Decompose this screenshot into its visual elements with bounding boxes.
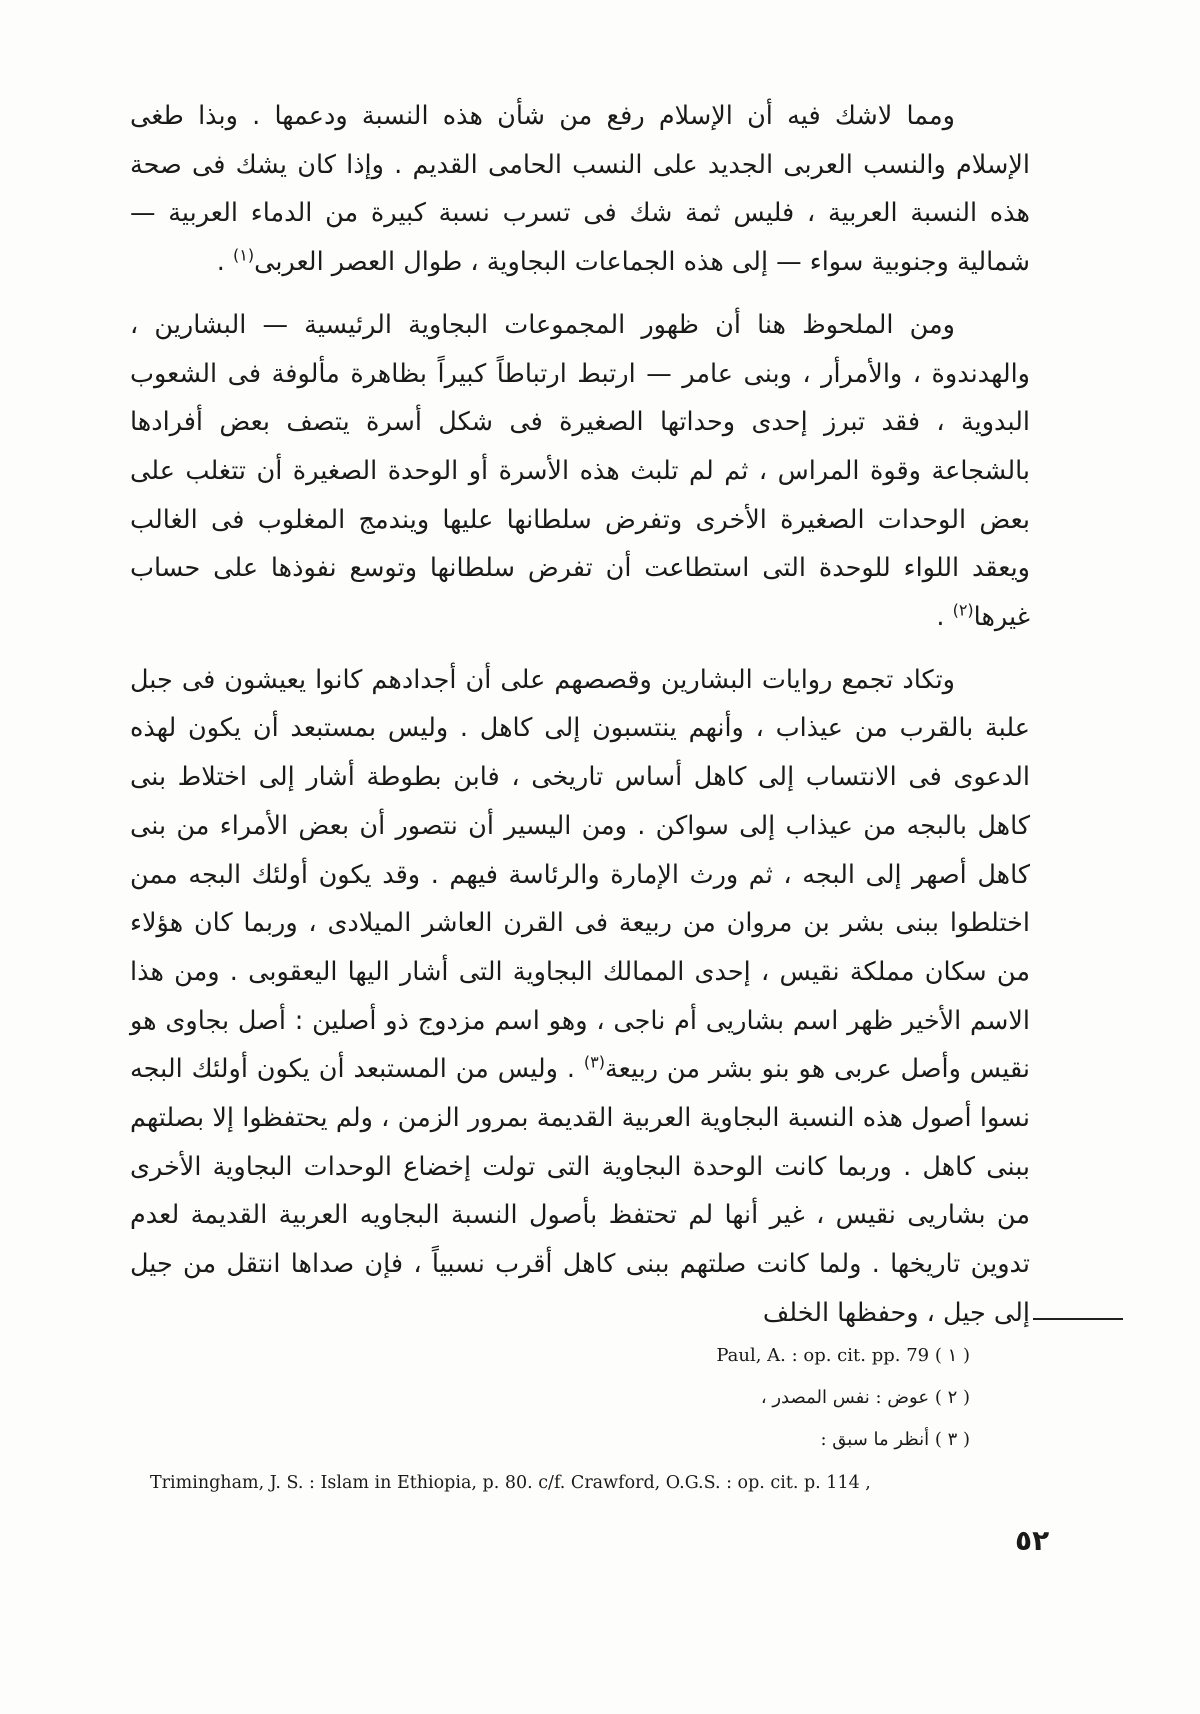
paragraph-text: وتكاد تجمع روايات البشارين وقصصهم على أن أجدادهم كانوا يعيشون فى جبل علبة بالقرب من عيذاب ، وأنهم ينتسبون إلى كاهل . وليس بمستبعد أن يكون لهذه الدعوى فى الانتساب إلى كاهل أساس تاريخى ، فابن بطوطة أشار إلى اختلاط بنى كاهل بالبجه من عيذاب إلى سواكن . ومن اليسير أن نتصور أن بعض الأمراء من بنى كاهل أصهر إلى البجه ، ثم ورث الإمارة والرئاسة فيهم . وقد يكون أولئك البجه ممن اختلطوا ببنى بشر بن مروان من ربيعة فى القرن العاشر الميلادى ، وربما كان هؤلاء من سكان مملكة نقيس ، إحدى الممالك البجاوية التى أشار اليها اليعقوبى . ومن هذا الاسم الأخير ظهر اسم بشاريى أم ناجى ، وهو اسم مزدوج ذو أصلين : أصل بجاوى هو نقيس وأصل عربى هو بنو بشر من ربيعة <box>130 664 1030 1085</box>
paragraph-tail: . وليس من المستبعد أن يكون أولئك البجه نسوا أصول هذه النسبة البجاوية العربية القديمة بمرور الزمن ، ولم يحتفظوا إلا بصلتهم ببنى كاهل . وربما كانت الوحدة البجاوية التى تولت إخضاع الوحدات البجاوية الأخرى من بشاريى نقيس ، غير أنها لم تحتفظ بأصول النسبة البجاويه العربية القديمة لعدم تدوين تاريخها . ولما كانت صلتهم ببنى كاهل أقرب نسبياً ، فإن صداها انتقل من جيل إلى جيل ، وحفظها الخلف <box>130 1054 1030 1328</box>
footnotes <box>150 1335 970 1493</box>
page-number: ٥٢ <box>1015 1524 1050 1557</box>
paragraph-tail: . <box>936 602 953 633</box>
paragraph-text: ومن الملحوظ هنا أن ظهور المجموعات البجاوية الرئيسية — البشارين ، والهدندوة ، والأمرأر ، وبنى عامر — ارتبط ارتباطاً كبيراً بظاهرة مألوفة فى الشعوب البدوية ، فقد تبرز إحدى وحداتها الصغيرة فى شكل أسرة يتصف بعض أفرادها بالشجاعة وقوة المراس ، ثم لم تلبث هذه الأسرة أو الوحدة الصغيرة أن تتغلب على بعض الوحدات الصغيرة الأخرى وتفرض سلطانها عليها ويندمج المغلوب فى الغالب ويعقد اللواء للوحدة التى استطاعت أن تفرض سلطانها وتوسع نفوذها على حساب غيرها <box>130 309 1030 633</box>
footnote-ref-1: (١) <box>232 245 255 265</box>
paragraph-3 <box>130 656 1030 1338</box>
footnote-1 <box>150 1335 970 1377</box>
footnote-3-continuation: Trimingham, J. S. : Islam in Ethiopia, p. 80. c/f. Crawford, O.G.S. : op. cit. p. 114 , <box>150 1473 871 1493</box>
footnote-text: أنظر ما سبق : <box>820 1429 930 1450</box>
paragraph-tail: . <box>216 247 233 278</box>
footnote-ref-2: (٢) <box>952 600 974 620</box>
footnote-number: ( ٣ ) <box>934 1429 970 1450</box>
footnote-text: عوض : نفس المصدر ، <box>760 1387 930 1408</box>
paragraph-2 <box>130 301 1030 642</box>
body-text <box>130 92 1030 1338</box>
paragraph-text: ومما لاشك فيه أن الإسلام رفع من شأن هذه النسبة ودعمها . وبذا طغى الإسلام والنسب العربى الجديد على النسب الحامى القديم . وإذا كان يشك فى صحة هذه النسبة العربية ، فليس ثمة شك فى تسرب نسبة كبيرة من الدماء العربية — شمالية وجنوبية سواء — إلى هذه الجماعات البجاوية ، طوال العصر العربى <box>130 101 1030 278</box>
footnote-3 <box>150 1419 970 1461</box>
footnote-2 <box>150 1377 970 1419</box>
footnote-number: ( ١ ) <box>934 1345 970 1366</box>
footnote-ref-3: (٣) <box>583 1052 605 1072</box>
paragraph-1 <box>130 92 1030 287</box>
footnote-divider <box>1033 1318 1123 1320</box>
footnote-text: Paul, A. : op. cit. pp. 79 <box>716 1345 930 1366</box>
footnote-number: ( ٢ ) <box>934 1387 970 1408</box>
